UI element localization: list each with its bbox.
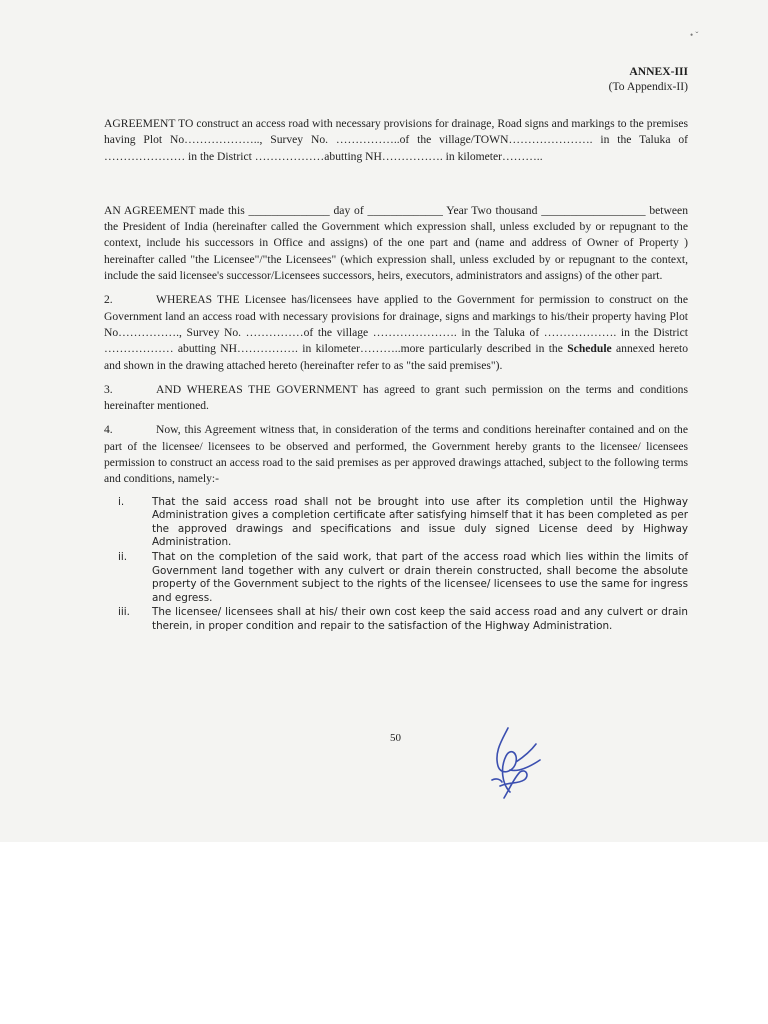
paragraph-number: 2.	[104, 293, 113, 307]
paragraph-text: WHEREAS THE Licensee has/licensees have applied to the Government for permission to construct on the Government land an access road with necessary provisions for drainage, signs and markings to his/their property having Plot No……………., Survey No. ……………of the village …………………. in the Taluka of ………………. in the District ……………… abutting NH……………. in kilometer………..more particularly described in the	[104, 293, 688, 356]
item-number: i.	[118, 495, 125, 508]
paragraph-3	[104, 382, 688, 415]
page-number: 50	[390, 732, 401, 744]
list-item	[104, 606, 688, 633]
annex-title: ANNEX-III	[629, 65, 688, 78]
item-text: That the said access road shall not be brought into use after its completion until the Highway Administration gives a completion certificate after satisfying himself that it has been completed as per the approved drawings and specifications and issue duly signed License deed by Highway Administration.	[152, 495, 688, 549]
item-number: ii.	[118, 551, 128, 564]
list-item	[104, 551, 688, 605]
schedule-term: Schedule	[567, 342, 612, 356]
document-body	[104, 64, 688, 645]
list-item	[104, 496, 688, 550]
item-number: iii.	[118, 606, 130, 619]
scan-mark: • ˇ	[690, 30, 699, 40]
paragraph-text: Now, this Agreement witness that, in consideration of the terms and conditions hereinafter contained and on the part of the licensee/ licensees to be observed and performed, the Government hereby grants to the licensee/ licensees permission to construct an access road to the said premises as per approved drawings attached, subject to the following terms and conditions, namely:-	[104, 423, 688, 486]
appendix-ref: (To Appendix-II)	[608, 80, 688, 93]
paragraph-2	[104, 292, 688, 373]
item-text: That on the completion of the said work, that part of the access road which lies within the limits of Government land together with any culvert or drain therein constructed, shall become the absolute property of the Government subject to the rights of the licensee/ licensees to use the same for ingress and egress.	[152, 551, 688, 604]
paragraph-text: AND WHEREAS THE GOVERNMENT has agreed to grant such permission on the terms and conditions hereinafter mentioned.	[104, 382, 688, 413]
paragraph-text: annexed hereto and shown in the drawing attached hereto (hereinafter refer to as "the said premises").	[104, 342, 688, 372]
item-text: The licensee/ licensees shall at his/ their own cost keep the said access road and any culvert or drain therein, in proper condition and repair to the satisfaction of the Highway Administration.	[152, 606, 688, 632]
paragraph-number: 3.	[104, 382, 113, 396]
signature-icon	[480, 722, 550, 812]
agreement-intro: AGREEMENT TO construct an access road with necessary provisions for drainage, Road signs and markings to the premises having Plot No……………….., Survey No. ……………..of the village/TOWN…………………. in the Taluka of ………………… in the District ………………abutting NH……………. in kilometer………..	[104, 117, 688, 163]
paragraph-number: 4.	[104, 423, 113, 437]
paragraph-4	[104, 422, 688, 487]
annex-header	[104, 64, 688, 94]
agreement-paragraph: AN AGREEMENT made this ______________ day of _____________ Year Two thousand __________________ between the President of India (hereinafter called the Government which expression shall, unless excluded by or repugnant to the context, include his successors in Office and assigns) of the one part and (name and address of Owner of Property ) hereinafter called "the Licensee"/"the Licensees" (which expression shall, unless excluded by or repugnant to the context, include the said licensee's successor/Licensees successors, heirs, executors, administrators and assigns) of the other part.	[104, 203, 688, 283]
conditions-list	[104, 496, 688, 634]
